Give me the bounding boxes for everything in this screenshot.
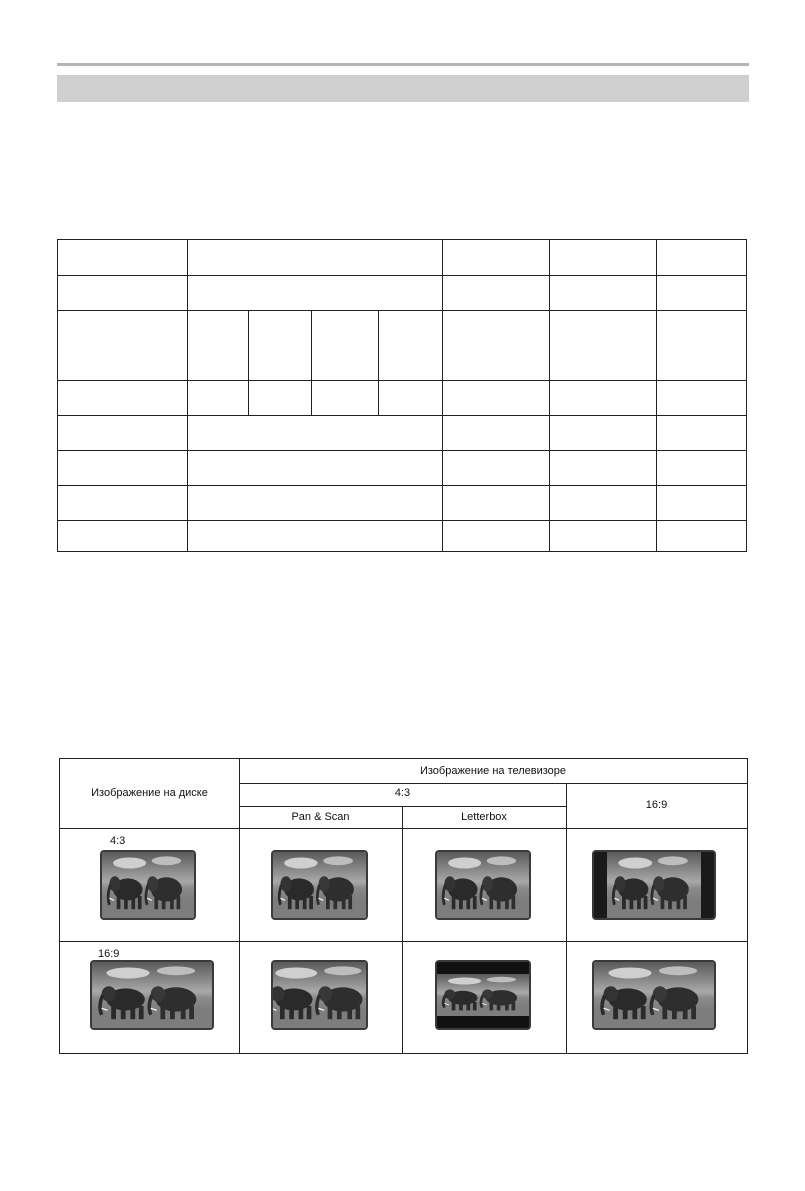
table-subcol-divider (311, 310, 312, 415)
table-row-divider (58, 310, 746, 311)
header-tv-image: Изображение на телевизоре (419, 765, 567, 777)
table-row-divider (58, 275, 746, 276)
elephants-photo-icon (437, 962, 529, 1028)
table-row-divider (58, 380, 746, 381)
elephant-image-letterbox-16-9 (435, 960, 531, 1030)
header-disc-image: Изображение на диске (91, 787, 208, 799)
table-col-divider (656, 240, 657, 551)
header-letterbox: Letterbox (461, 811, 507, 823)
elephants-photo-icon (594, 962, 714, 1028)
table-col-divider (187, 240, 188, 551)
table-col-divider (402, 806, 403, 1053)
elephants-photo-icon (273, 962, 366, 1028)
table-row-divider (60, 941, 747, 942)
elephant-image-pan-scan-16-9 (271, 960, 368, 1030)
table-row-divider (58, 450, 746, 451)
elephants-photo-icon (92, 962, 212, 1028)
elephant-image-pan-scan-4-3 (271, 850, 368, 920)
table-row-divider (239, 783, 747, 784)
elephants-photo-icon (437, 852, 529, 918)
table-subcol-divider (378, 310, 379, 415)
ratio-tag-16-9: 16:9 (98, 948, 120, 960)
table-col-divider (566, 783, 567, 1053)
elephants-photo-icon (594, 852, 714, 918)
elephants-photo-icon (102, 852, 194, 918)
elephant-image-disc-4-3 (100, 850, 196, 920)
elephant-image-disc-16-9 (90, 960, 214, 1030)
elephants-photo-icon (273, 852, 366, 918)
table-subcol-divider (248, 310, 249, 415)
table-row-divider (58, 520, 746, 521)
settings-table (57, 239, 747, 552)
table-row-divider (58, 415, 746, 416)
table-row-divider (58, 485, 746, 486)
table-col-divider (239, 759, 240, 1053)
elephant-image-letterbox-4-3 (435, 850, 531, 920)
table-col-divider (442, 240, 443, 551)
table-row-divider (60, 828, 747, 829)
elephant-image-16-9-tv-16-9 (592, 960, 716, 1030)
ratio-tag-4-3: 4:3 (110, 835, 126, 847)
elephant-image-16-9-tv-4-3 (592, 850, 716, 920)
top-rule (57, 63, 749, 66)
table-col-divider (549, 240, 550, 551)
header-pan-scan: Pan & Scan (291, 811, 350, 823)
header-4-3: 4:3 (394, 787, 411, 799)
section-header-band (57, 75, 749, 102)
header-16-9: 16:9 (645, 799, 668, 811)
